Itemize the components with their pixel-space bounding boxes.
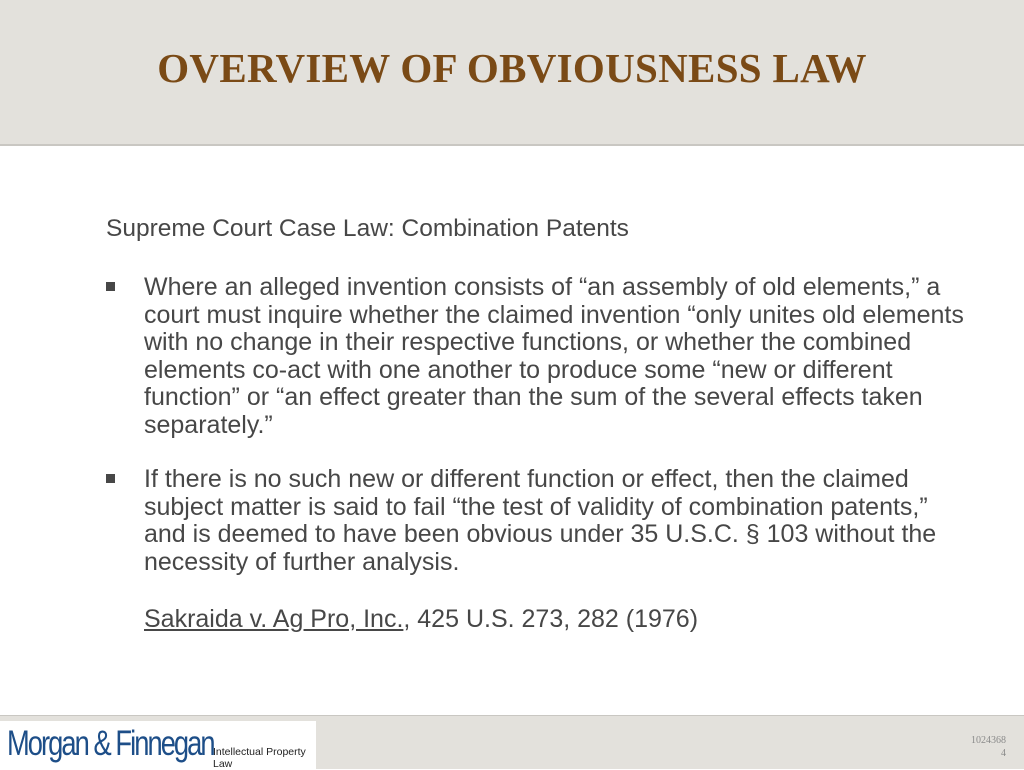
slide-subtitle: Supreme Court Case Law: Combination Patents [106,215,629,242]
header-band [0,0,1024,146]
square-bullet-icon [106,474,115,483]
case-citation [106,604,966,634]
case-name: Sakraida v. Ag Pro, Inc. [144,605,404,633]
footer-band [0,715,1024,769]
page-number: 4 [1001,748,1006,759]
logo [0,721,316,769]
bullet-text: If there is no such new or different function or effect, then the claimed subject matter is said to fail “the test of validity of combination patents,” and is deemed to have been obvious under 35 U.S.C. § 103 without the necessity of further analysis. [144,465,937,576]
bullet-item [106,274,966,439]
document-id: 1024368 [971,735,1006,746]
slide-content [106,212,966,634]
case-reference: , 425 U.S. 273, 282 (1976) [403,605,699,633]
square-bullet-icon [106,282,115,291]
slide-title: OVERVIEW OF OBVIOUSNESS LAW [157,45,867,91]
bullet-item [106,466,966,576]
bullet-text: Where an alleged invention consists of “an assembly of old elements,” a court must inquire whether the claimed invention “only unites old elements with no change in their respective functions, or whether the combined elements co-act with one another to produce some “new or different function” or “an effect greater than the sum of the several effects taken separately.” [144,273,964,439]
logo-tagline: Intellectual Property Law [213,746,306,770]
logo-name: Morgan & Finnegan [7,724,214,763]
